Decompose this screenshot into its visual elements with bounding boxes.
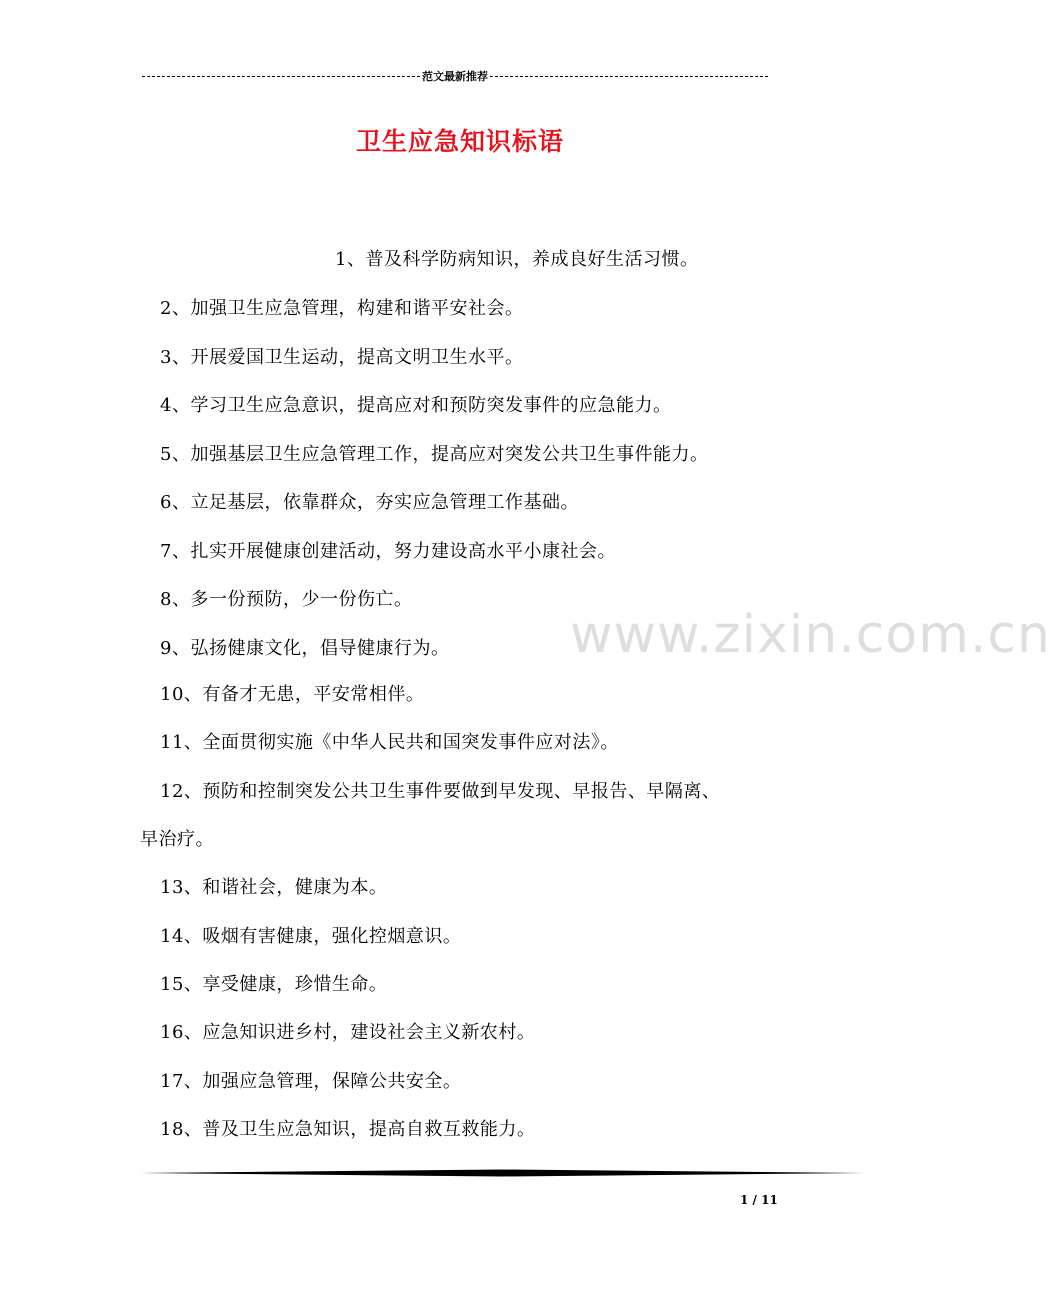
watermark: www.zixin.com.cn: [570, 605, 1051, 665]
slogan-line: 12、预防和控制突发公共卫生事件要做到早发现、早报告、早隔离、: [160, 781, 721, 802]
footer-divider: [140, 1166, 864, 1180]
slogan-line: 5、加强基层卫生应急管理工作，提高应对突发公共卫生事件能力。: [160, 444, 709, 465]
page-header: [142, 67, 768, 85]
slogan-line: 4、学习卫生应急意识，提高应对和预防突发事件的应急能力。: [160, 395, 672, 416]
slogan-line: 7、扎实开展健康创建活动，努力建设高水平小康社会。: [160, 541, 616, 562]
slogan-line: 8、多一份预防，少一份伤亡。: [160, 589, 413, 610]
slogan-line: 1、普及科学防病知识，养成良好生活习惯。: [335, 249, 699, 270]
header-dashes-left: [142, 76, 420, 77]
slogan-line: 15、享受健康，珍惜生命。: [160, 974, 388, 995]
slogan-line: 2、加强卫生应急管理，构建和谐平安社会。: [160, 298, 524, 319]
slogan-line: 11、全面贯彻实施《中华人民共和国突发事件应对法》。: [160, 732, 619, 753]
document-title: 卫生应急知识标语: [355, 127, 564, 156]
slogan-line: 13、和谐社会，健康为本。: [160, 877, 388, 898]
slogan-line: 16、应急知识进乡村，建设社会主义新农村。: [160, 1022, 536, 1043]
slogan-line: 14、吸烟有害健康，强化控烟意识。: [160, 926, 462, 947]
slogan-line: 3、开展爱国卫生运动，提高文明卫生水平。: [160, 347, 524, 368]
slogan-line-continued: 早治疗。: [140, 829, 214, 850]
slogan-line: 17、加强应急管理，保障公共安全。: [160, 1071, 462, 1092]
header-dashes-right: [490, 76, 768, 77]
slogan-line: 18、普及卫生应急知识，提高自救互救能力。: [160, 1119, 536, 1140]
page-number: 1 / 11: [740, 1193, 778, 1207]
slogan-line: 9、弘扬健康文化，倡导健康行为。: [160, 638, 450, 659]
header-label: 范文最新推荐: [422, 70, 488, 83]
slogan-line: 6、立足基层，依靠群众，夯实应急管理工作基础。: [160, 492, 579, 513]
slogan-line: 10、有备才无患，平安常相伴。: [160, 684, 425, 705]
